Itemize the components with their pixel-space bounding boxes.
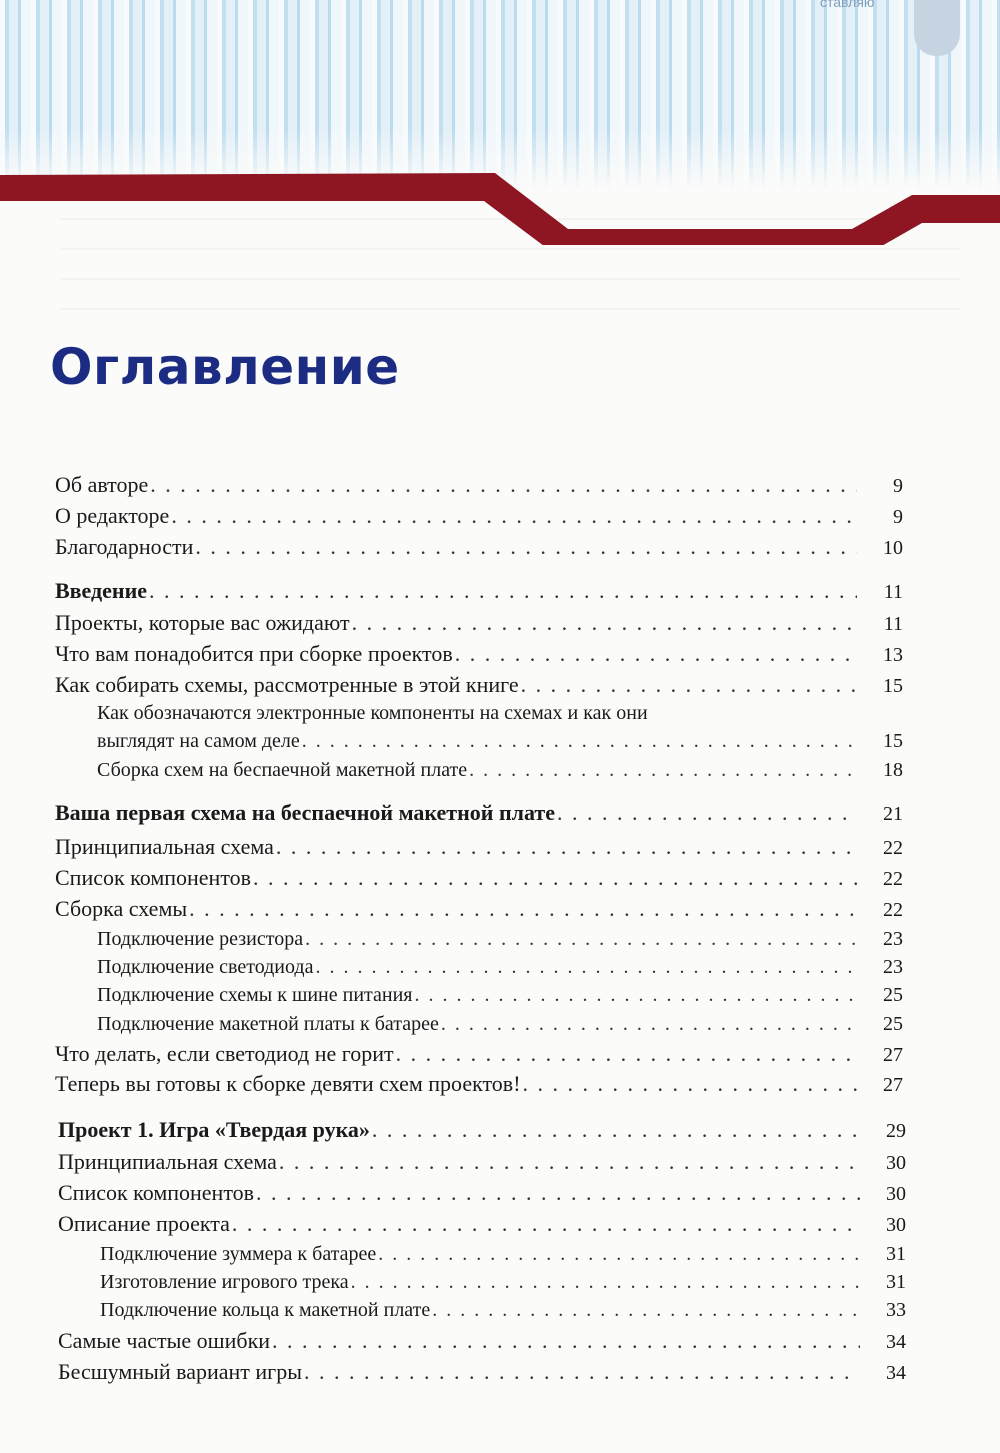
toc-entry-page: 11: [883, 581, 903, 603]
toc-entry-circuit-assembly[interactable]: [55, 896, 903, 923]
toc-entry-about-editor[interactable]: [55, 503, 903, 530]
toc-entry-acknowledgements[interactable]: [55, 534, 903, 561]
toc-entry-page: 22: [883, 837, 903, 859]
toc-leader-dots: [441, 1011, 857, 1037]
toc-leader-dots: [253, 865, 857, 891]
toc-leader-dots: [396, 1041, 857, 1067]
toc-leader-dots: [304, 1359, 860, 1385]
toc-entry-ready[interactable]: [55, 1071, 903, 1098]
toc-leader-dots: [256, 1180, 860, 1206]
toc-leader-dots: [150, 472, 857, 498]
toc-leader-dots: [279, 1149, 860, 1175]
toc-entry-title: Подключение зуммера к батарее: [100, 1243, 377, 1265]
toc-entry-p1-description[interactable]: [58, 1211, 906, 1238]
toc-leader-dots: [195, 534, 857, 560]
toc-entry-schematic[interactable]: [55, 834, 903, 861]
toc-entry-page: 30: [886, 1183, 906, 1205]
toc-entry-p1-schematic[interactable]: [58, 1149, 906, 1176]
toc-entry-page: 10: [883, 537, 903, 559]
toc-entry-p1-common-mistakes[interactable]: [58, 1328, 906, 1355]
toc-entry-title: Подключение макетной платы к батарее: [97, 1013, 439, 1035]
toc-leader-dots: [351, 1269, 860, 1295]
toc-leader-dots: [315, 954, 857, 980]
toc-leader-dots: [378, 1241, 860, 1267]
toc-leader-dots: [432, 1297, 860, 1323]
toc-leader-dots: [557, 800, 857, 826]
toc-entry-title: Описание проекта: [58, 1211, 230, 1236]
toc-entry-title: Список компонентов: [58, 1180, 255, 1205]
toc-entry-title: Сборка схем на беспаечной макетной плате: [97, 759, 468, 781]
toc-entry-title: Подключение резистора: [97, 928, 304, 950]
toc-entry-about-author[interactable]: [55, 472, 903, 499]
toc-entry-page: 27: [883, 1044, 903, 1066]
toc-entry-page: 29: [886, 1120, 906, 1142]
toc-entry-project-1[interactable]: [58, 1117, 906, 1144]
toc-entry-symbols-line1[interactable]: Как обозначаются электронные компоненты на схемах и как они: [97, 702, 648, 724]
toc-entry-page: 23: [883, 928, 903, 950]
toc-entry-page: 30: [886, 1214, 906, 1236]
toc-entry-resistor[interactable]: [97, 926, 903, 952]
toc-entry-page: 22: [883, 868, 903, 890]
toc-entry-introduction[interactable]: [55, 578, 903, 605]
toc-entry-title: Проекты, которые вас ожидают: [55, 610, 350, 635]
toc-leader-dots: [272, 1328, 860, 1354]
toc-entry-breadboard-assembly[interactable]: [97, 757, 903, 783]
toc-entry-title: Сборка схемы: [55, 896, 188, 921]
toc-entry-page: 25: [883, 1013, 903, 1035]
toc-entry-led-troubleshooting[interactable]: [55, 1041, 903, 1068]
toc-entry-title: Как собирать схемы, рассмотренные в этой книге: [55, 672, 519, 697]
toc-entry-title: Изготовление игрового трека: [100, 1271, 349, 1293]
toc-entry-page: 34: [886, 1331, 906, 1353]
toc-entry-p1-buzzer[interactable]: [100, 1241, 906, 1267]
toc-entry-page: 25: [883, 984, 903, 1006]
toc-leader-dots: [415, 982, 858, 1008]
toc-leader-dots: [455, 641, 857, 667]
toc-entry-page: 13: [883, 644, 903, 666]
toc-leader-dots: [302, 728, 857, 754]
toc-leader-dots: [521, 672, 857, 698]
toc-entry-page: 9: [893, 475, 903, 497]
toc-leader-dots: [149, 578, 857, 604]
toc-entry-what-you-need[interactable]: [55, 641, 903, 668]
toc-entry-page: 11: [883, 613, 903, 635]
toc-leader-dots: [276, 834, 857, 860]
toc-entry-title: выглядят на самом деле: [97, 730, 300, 752]
toc-entry-page: 15: [883, 675, 903, 697]
toc-entry-page: 18: [883, 759, 903, 781]
toc-entry-title: О редакторе: [55, 503, 170, 528]
toc-entry-title: Бесшумный вариант игры: [58, 1359, 302, 1384]
toc-leader-dots: [523, 1071, 857, 1097]
toc-entry-title: Подключение светодиода: [97, 956, 314, 978]
toc-entry-title: Проект 1. Игра «Твердая рука»: [58, 1117, 370, 1142]
toc-entry-how-to-build[interactable]: [55, 672, 903, 699]
toc-entry-page: 33: [886, 1299, 906, 1321]
toc-entry-title: Благодарности: [55, 534, 194, 559]
toc-entry-page: 21: [883, 803, 903, 825]
toc-entry-title: Об авторе: [55, 472, 149, 497]
toc-entry-page: 22: [883, 899, 903, 921]
toc-entry-title: Что вам понадобится при сборке проектов: [55, 641, 453, 666]
toc-entry-battery[interactable]: [97, 1011, 903, 1037]
toc-entry-page: 31: [886, 1243, 906, 1265]
toc-entry-power-rail[interactable]: [97, 982, 903, 1008]
toc-entry-page: 15: [883, 730, 903, 752]
toc-leader-dots: [171, 503, 857, 529]
toc-entry-page: 34: [886, 1362, 906, 1384]
toc-leader-dots: [352, 610, 857, 636]
toc-entry-page: 23: [883, 956, 903, 978]
toc-entry-title: Введение: [55, 578, 148, 603]
toc-entry-title: Принципиальная схема: [58, 1149, 277, 1174]
toc-entry-title: Подключение схемы к шине питания: [97, 984, 413, 1006]
toc-leader-dots: [232, 1211, 860, 1237]
toc-entry-page: 9: [893, 506, 903, 528]
toc-entry-symbols[interactable]: [97, 728, 903, 754]
toc-entry-title: Ваша первая схема на беспаечной макетной плате: [55, 800, 555, 825]
toc-entry-page: 30: [886, 1152, 906, 1174]
toc-leader-dots: [189, 896, 857, 922]
toc-entry-projects-awaiting[interactable]: [55, 610, 903, 637]
toc-entry-p1-ring[interactable]: [100, 1297, 906, 1323]
toc-entry-title: Самые частые ошибки: [58, 1328, 271, 1353]
toc-entry-title: Что делать, если светодиод не горит: [55, 1041, 394, 1066]
toc-entry-title: Список компонентов: [55, 865, 252, 890]
toc-entry-title: Подключение кольца к макетной плате: [100, 1299, 431, 1321]
toc-entry-p1-parts-list[interactable]: [58, 1180, 906, 1207]
page-title: Оглавление: [50, 338, 400, 396]
header-fragment-text: ставляю: [820, 0, 875, 10]
toc-entry-page: 31: [886, 1271, 906, 1293]
toc-leader-dots: [305, 926, 857, 952]
toc-entry-p1-track[interactable]: [100, 1269, 906, 1295]
toc-leader-dots: [469, 757, 857, 783]
toc-entry-parts-list[interactable]: [55, 865, 903, 892]
toc-entry-led[interactable]: [97, 954, 903, 980]
toc-entry-page: 27: [883, 1074, 903, 1096]
toc-entry-title: Теперь вы готовы к сборке девяти схем проектов!: [55, 1071, 521, 1096]
toc-entry-title: Принципиальная схема: [55, 834, 274, 859]
toc-entry-p1-silent-version[interactable]: [58, 1359, 906, 1386]
toc-leader-dots: [372, 1117, 860, 1143]
toc-entry-first-circuit[interactable]: [55, 800, 903, 827]
